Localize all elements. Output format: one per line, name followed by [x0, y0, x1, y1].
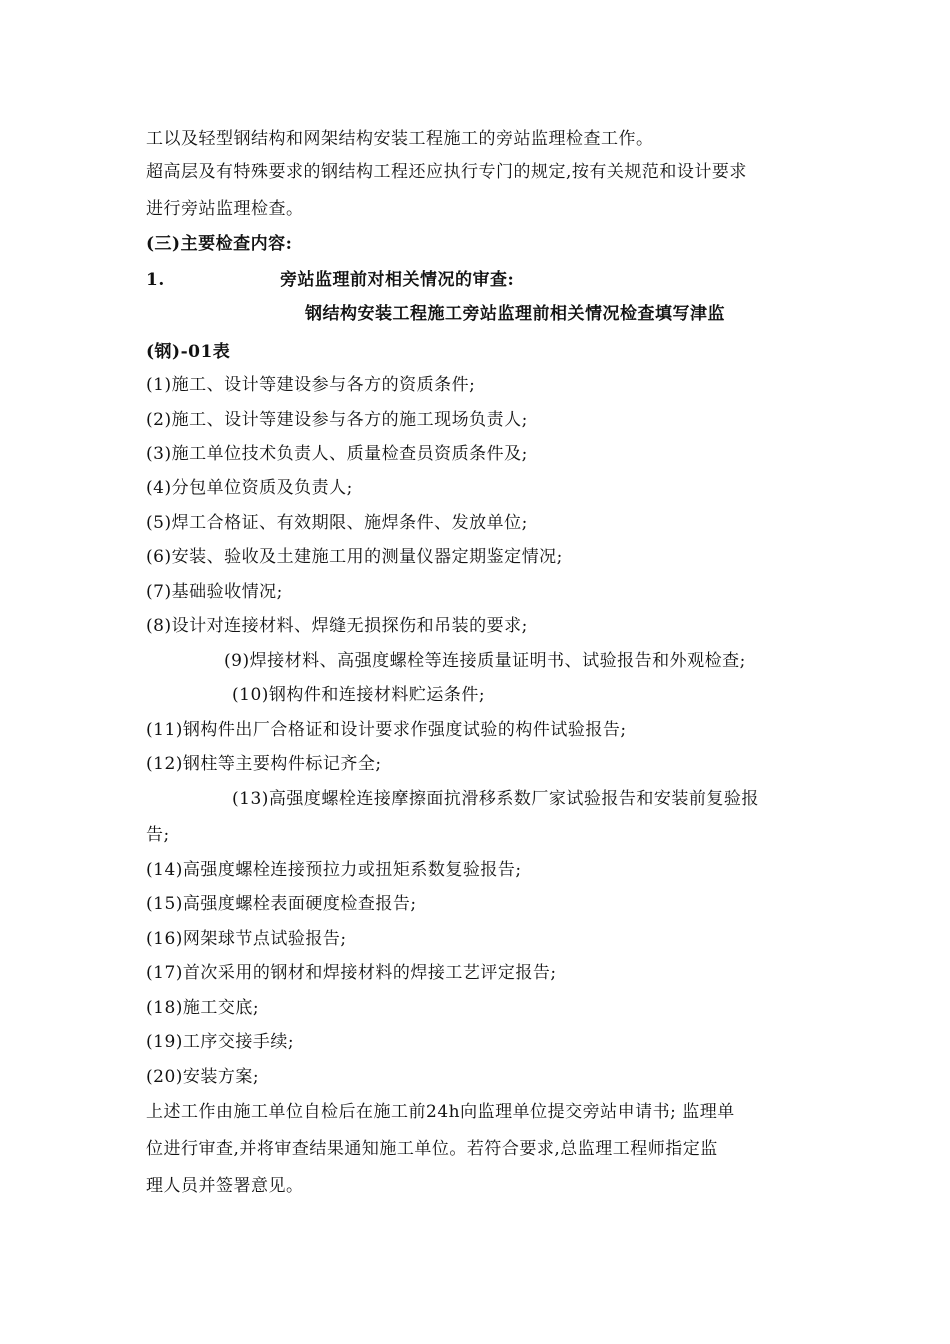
list-item: (20)安装方案; [146, 1067, 260, 1087]
form-reference-line-2: (钢)-01表 [146, 342, 231, 362]
list-item: 告; [146, 825, 170, 845]
list-item: (11)钢构件出厂合格证和设计要求作强度试验的构件试验报告; [146, 720, 627, 740]
list-item: (14)高强度螺栓连接预拉力或扭矩系数复验报告; [146, 860, 522, 880]
list-item: (19)工序交接手续; [146, 1032, 295, 1052]
list-item: (12)钢柱等主要构件标记齐全; [146, 754, 382, 774]
list-item: (13)高强度螺栓连接摩擦面抗滑移系数厂家试验报告和安装前复验报 [232, 789, 759, 809]
subsection-title: 旁站监理前对相关情况的审查: [280, 270, 515, 290]
list-item: (5)焊工合格证、有效期限、施焊条件、发放单位; [146, 513, 528, 533]
list-item: (4)分包单位资质及负责人; [146, 478, 353, 498]
list-item: (18)施工交底; [146, 998, 260, 1018]
list-item: (8)设计对连接材料、焊缝无损探伤和吊装的要求; [146, 616, 528, 636]
intro-line-3: 进行旁站监理检查。 [146, 199, 304, 219]
list-item: (3)施工单位技术负责人、质量检查员资质条件及; [146, 444, 528, 464]
form-reference-line-1: 钢结构安装工程施工旁站监理前相关情况检查填写津监 [305, 304, 725, 324]
list-item: (1)施工、设计等建设参与各方的资质条件; [146, 375, 476, 395]
list-item: (7)基础验收情况; [146, 582, 283, 602]
closing-line-3: 理人员并签署意见。 [146, 1176, 304, 1196]
section-heading: (三)主要检查内容: [146, 234, 293, 254]
list-item: (2)施工、设计等建设参与各方的施工现场负责人; [146, 410, 528, 430]
intro-line-2: 超高层及有特殊要求的钢结构工程还应执行专门的规定,按有关规范和设计要求 [146, 162, 747, 182]
list-item: (9)焊接材料、高强度螺栓等连接质量证明书、试验报告和外观检查; [224, 651, 746, 671]
closing-line-1: 上述工作由施工单位自检后在施工前24h向监理单位提交旁站申请书; 监理单 [146, 1102, 735, 1122]
list-item: (6)安装、验收及土建施工用的测量仪器定期鉴定情况; [146, 547, 563, 567]
closing-line-2: 位进行审查,并将审查结果通知施工单位。若符合要求,总监理工程师指定监 [146, 1139, 718, 1159]
list-item: (17)首次采用的钢材和焊接材料的焊接工艺评定报告; [146, 963, 557, 983]
intro-line-1: 工以及轻型钢结构和网架结构安装工程施工的旁站监理检查工作。 [146, 129, 654, 149]
list-item: (15)高强度螺栓表面硬度检查报告; [146, 894, 417, 914]
subsection-number: 1. [146, 270, 165, 290]
list-item: (10)钢构件和连接材料贮运条件; [232, 685, 486, 705]
list-item: (16)网架球节点试验报告; [146, 929, 347, 949]
